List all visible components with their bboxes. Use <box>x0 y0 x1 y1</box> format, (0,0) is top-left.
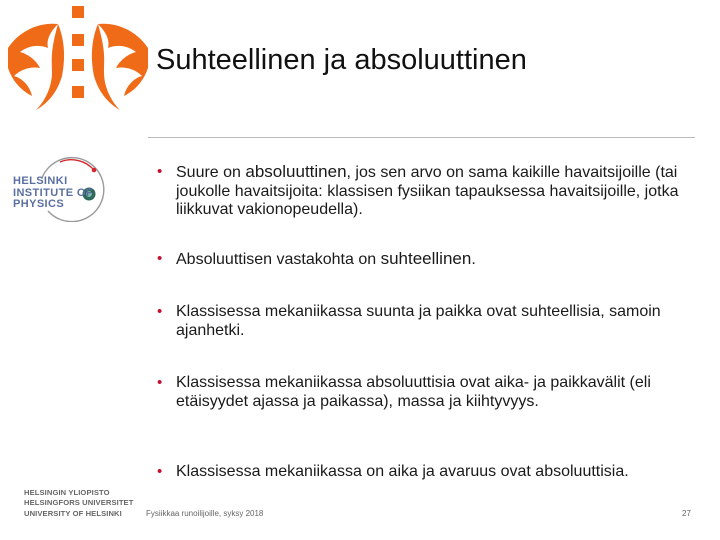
bullet-text: Klassisessa mekaniikassa on aika ja avaruus ovat absoluuttisia. <box>176 463 629 480</box>
footer-page-number: 27 <box>682 509 691 518</box>
bullet-text-rest: . <box>471 251 476 268</box>
university-name-fi: HELSINGIN YLIOPISTO <box>24 488 110 497</box>
bullet-text: Absoluuttisen vastakohta on <box>176 251 381 268</box>
bullet-dot: • <box>157 303 163 320</box>
bullet-text: Klassisessa mekaniikassa suunta ja paikka ovat suhteellisia, samoin ajanhetki. <box>176 303 661 339</box>
bullet-dot: • <box>157 374 163 391</box>
bullet-text-rest: , jos sen arvo on sama kaikille havaitsijoille (tai joukolle havaitsijoita: klassisen fysiikan tapauksessa havaitsijoille, jotka liikkuvat vakionopeudella). <box>176 164 679 218</box>
bullet-dot: • <box>157 250 163 267</box>
bullet-item <box>157 463 697 482</box>
footer-course: Fysiikkaa runoilijoille, syksy 2018 <box>146 509 264 518</box>
bullet-item <box>157 250 697 270</box>
university-name <box>24 488 133 519</box>
bullet-item <box>157 303 697 340</box>
institute-line-2: INSTITUTE OF <box>13 186 93 199</box>
institute-logo-text <box>13 176 93 211</box>
institute-line-3: PHYSICS <box>13 198 65 210</box>
bullet-item <box>157 374 697 411</box>
slide-title: Suhteellinen ja absoluuttinen <box>156 44 527 76</box>
bullet-dot: • <box>157 463 163 480</box>
bullet-item <box>157 163 697 220</box>
institute-line-1: HELSINKI <box>13 175 68 187</box>
bullet-text: Klassisessa mekaniikassa absoluuttisia ovat aika- ja paikkavälit (eli etäisyydet ajassa ja paikassa), massa ja kiihtyvyys. <box>176 374 651 410</box>
bullet-text: Suure on <box>176 164 246 181</box>
university-name-sv: HELSINGFORS UNIVERSITET <box>24 498 134 508</box>
title-divider <box>148 137 695 138</box>
bullet-emphasis: absoluuttinen <box>245 162 347 181</box>
bullet-dot: • <box>157 163 163 180</box>
university-name-en: UNIVERSITY OF HELSINKI <box>24 508 122 518</box>
bullet-emphasis: suhteellinen <box>380 249 472 268</box>
university-flame-logo <box>6 4 152 114</box>
